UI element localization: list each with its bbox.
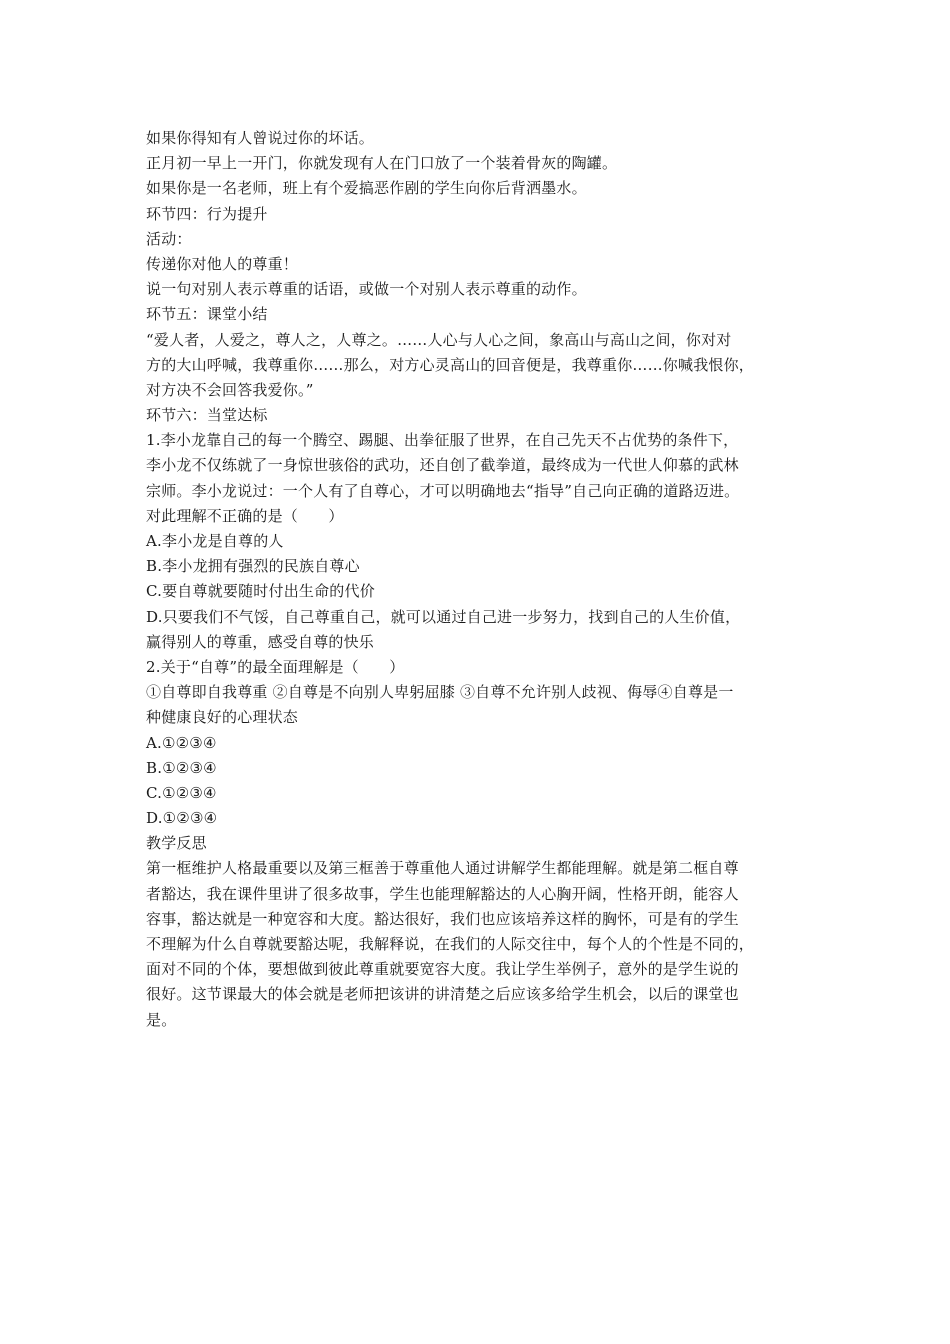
- quote-line: “爱人者，人爱之，尊人之，人尊之。……人心与人心之间，象高山与高山之间，你对对: [146, 330, 732, 349]
- answer-option: B.李小龙拥有强烈的民族自尊心: [146, 557, 360, 576]
- text-line: 如果你得知有人曾说过你的坏话。: [146, 129, 375, 147]
- question-text: 李小龙不仅练就了一身惊世骇俗的武功，还自创了截拳道，最终成为一代世人仰慕的武林: [146, 456, 739, 475]
- reflection-text: 第一框维护人格最重要以及第三框善于尊重他人通过讲解学生都能理解。就是第二框自尊: [146, 859, 739, 878]
- section-heading: 环节六：当堂达标: [146, 406, 268, 425]
- answer-option: D.①②③④: [146, 809, 218, 828]
- text-line: 说一句对别人表示尊重的话语，或做一个对别人表示尊重的动作。: [146, 280, 587, 299]
- answer-option: D.只要我们不气馁，自己尊重自己，就可以通过自己进一步努力，找到自己的人生价值，: [146, 607, 741, 626]
- text-line: 正月初一早上一开门，你就发现有人在门口放了一个装着骨灰的陶罐。: [146, 154, 618, 173]
- question-text: 1.李小龙靠自己的每一个腾空、踢腿、出拳征服了世界，在自己先天不占优势的条件下，: [146, 431, 739, 450]
- quote-line: 对方决不会回答我爱你。”: [146, 380, 314, 399]
- answer-option: 赢得别人的尊重，感受自尊的快乐: [146, 632, 375, 651]
- reflection-text: 很好。这节课最大的体会就是老师把该讲的讲清楚之后应该多给学生机会，以后的课堂也: [146, 985, 739, 1004]
- section-heading: 环节五：课堂小结: [146, 305, 268, 324]
- question-text: 2.关于“自尊”的最全面理解是（ ）: [146, 657, 405, 676]
- text-line: 传递你对他人的尊重！: [146, 254, 299, 273]
- reflection-text: 面对不同的个体，要想做到彼此尊重就要宽容大度。我让学生举例子，意外的是学生说的: [146, 960, 739, 979]
- section-heading: 教学反思: [146, 834, 207, 853]
- text-line: 活动：: [146, 229, 192, 248]
- question-text: 对此理解不正确的是（ ）: [146, 506, 344, 525]
- reflection-text: 是。: [146, 1010, 177, 1029]
- answer-option: A.①②③④: [146, 733, 217, 752]
- reflection-text: 容事，豁达就是一种宽容和大度。豁达很好，我们也应该培养这样的胸怀，可是有的学生: [146, 909, 739, 928]
- question-text: 种健康良好的心理状态: [146, 708, 299, 727]
- document-body: [146, 126, 814, 1033]
- answer-option: B.①②③④: [146, 758, 217, 777]
- section-heading: 环节四：行为提升: [146, 204, 268, 223]
- question-text: 宗师。李小龙说过：一个人有了自尊心，才可以明确地去“指导”自己向正确的道路迈进。: [146, 481, 740, 500]
- answer-option: C.①②③④: [146, 783, 217, 802]
- answer-option: C.要自尊就要随时付出生命的代价: [146, 582, 375, 601]
- quote-line: 方的大山呼喊，我尊重你……那么，对方心灵高山的回音便是，我尊重你……你喊我恨你，: [146, 355, 755, 374]
- text-line: 如果你是一名老师，班上有个爱搞恶作剧的学生向你后背洒墨水。: [146, 179, 587, 198]
- question-text: ①自尊即自我尊重 ②自尊是不向别人卑躬屈膝 ③自尊不允许别人歧视、侮辱④自尊是一: [146, 683, 734, 702]
- answer-option: A.李小龙是自尊的人: [146, 532, 284, 550]
- reflection-text: 不理解为什么自尊就要豁达呢，我解释说，在我们的人际交往中，每个人的个性是不同的，: [146, 935, 755, 953]
- reflection-text: 者豁达，我在课件里讲了很多故事，学生也能理解豁达的人心胸开阔，性格开朗，能容人: [146, 884, 739, 903]
